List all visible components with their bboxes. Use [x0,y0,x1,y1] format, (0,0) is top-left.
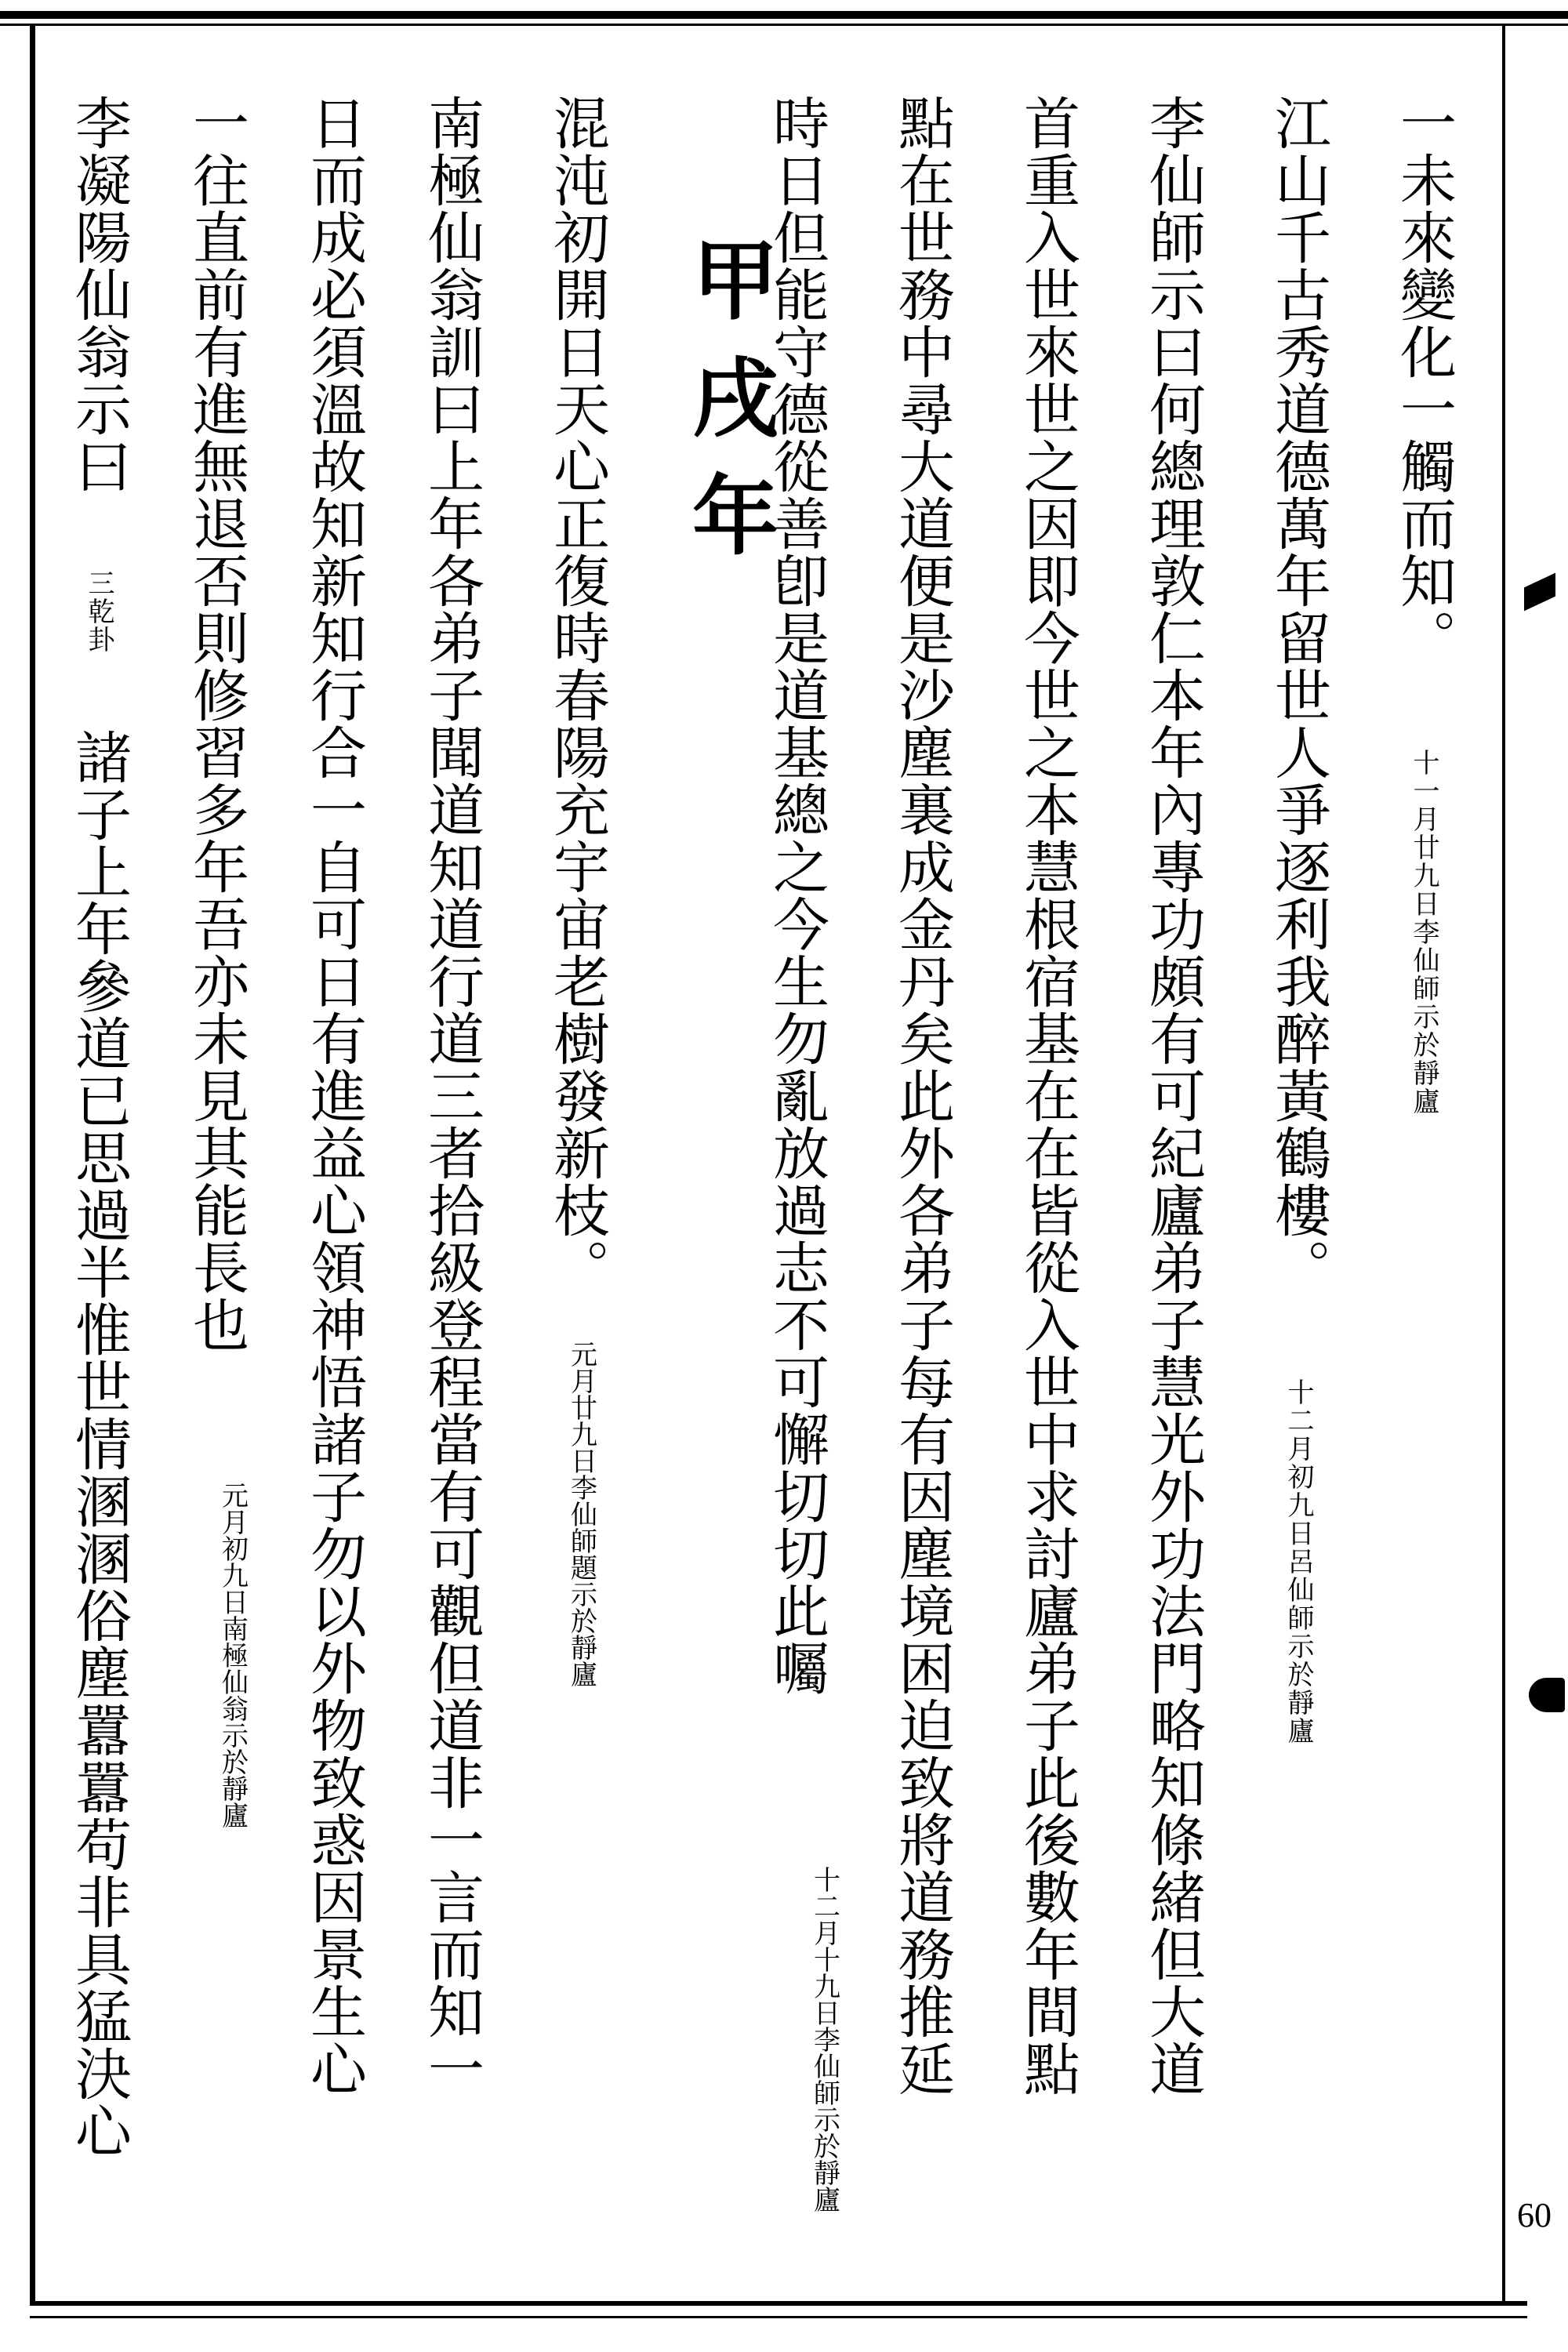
column-note: 十一月廿九日李仙師示於靜廬 [1408,749,1439,1116]
page-border-left [30,24,35,2301]
column-note: 元月廿九日李仙師題示於靜廬 [565,1341,597,1687]
page-border-bottom [30,2301,1527,2306]
column-note: 十二月十九日李仙師示於靜廬 [808,1866,840,2212]
page-border-top [0,11,1568,19]
text-column [301,94,367,2097]
margin-mark-icon [1529,1678,1565,1712]
text-column [1140,94,1206,2097]
text-column [66,94,132,2159]
column-note: 元月初九日南極仙翁示於靜廬 [216,1482,249,1828]
column-text: 一往直前有進無退否則修習多年吾亦未見其能長也 [183,94,249,1353]
column-note: 十二月初九日呂仙師示於靜廬 [1283,1378,1314,1745]
column-text: 日而成必須溫故知新知行合一自可日有進益心領神悟諸子勿以外物致惑因景生心 [301,94,367,2097]
year-heading: 甲戌年 [678,235,779,588]
text-column [419,94,485,2097]
column-text: 李凝陽仙翁示曰 [66,94,132,495]
column-text: 江山千古秀道德萬年留世人爭逐利我醉黃鶴樓。 [1265,94,1331,1296]
text-column [889,94,955,2097]
text-column [1265,94,1331,1745]
text-column [183,94,249,1353]
page-border-right [1502,24,1505,2306]
column-text: 混沌初開日天心正復時春陽充宇宙老樹發新枝。 [544,94,610,1296]
column-text: 首重入世來世之因即今世之本慧根宿基在在皆從入世中求討廬弟子此後數年間點 [1014,94,1080,2097]
column-text: 一未來變化一觸而知。 [1391,94,1457,666]
text-column [1391,94,1457,1116]
text-column [1014,94,1080,2097]
column-inline-note: 三乾卦 [83,569,114,654]
page-number: 60 [1517,2196,1552,2234]
page-border-bottom-outer [30,2316,1527,2318]
column-text: 南極仙翁訓曰上年各弟子聞道知道行道三者拾級登程當有可觀但道非一言而知一 [419,94,485,2097]
column-text: 李仙師示曰何總理敦仁本年內專功頗有可紀廬弟子慧光外功法門略知條緒但大道 [1140,94,1206,2097]
text-column [544,94,610,1296]
page-border-top-inner [0,24,1568,26]
column-text: 時日但能守德從善卽是道基總之今生勿亂放過志不可懈切切此囑 [764,94,829,1697]
column-text: 諸子上年參道已思過半惟世情溷溷俗塵囂囂苟非具猛決心 [66,728,132,2159]
column-text: 點在世務中尋大道便是沙塵裏成金丹矣此外各弟子每有因塵境困迫致將道務推延 [889,94,955,2097]
margin-mark-icon [1524,573,1555,612]
